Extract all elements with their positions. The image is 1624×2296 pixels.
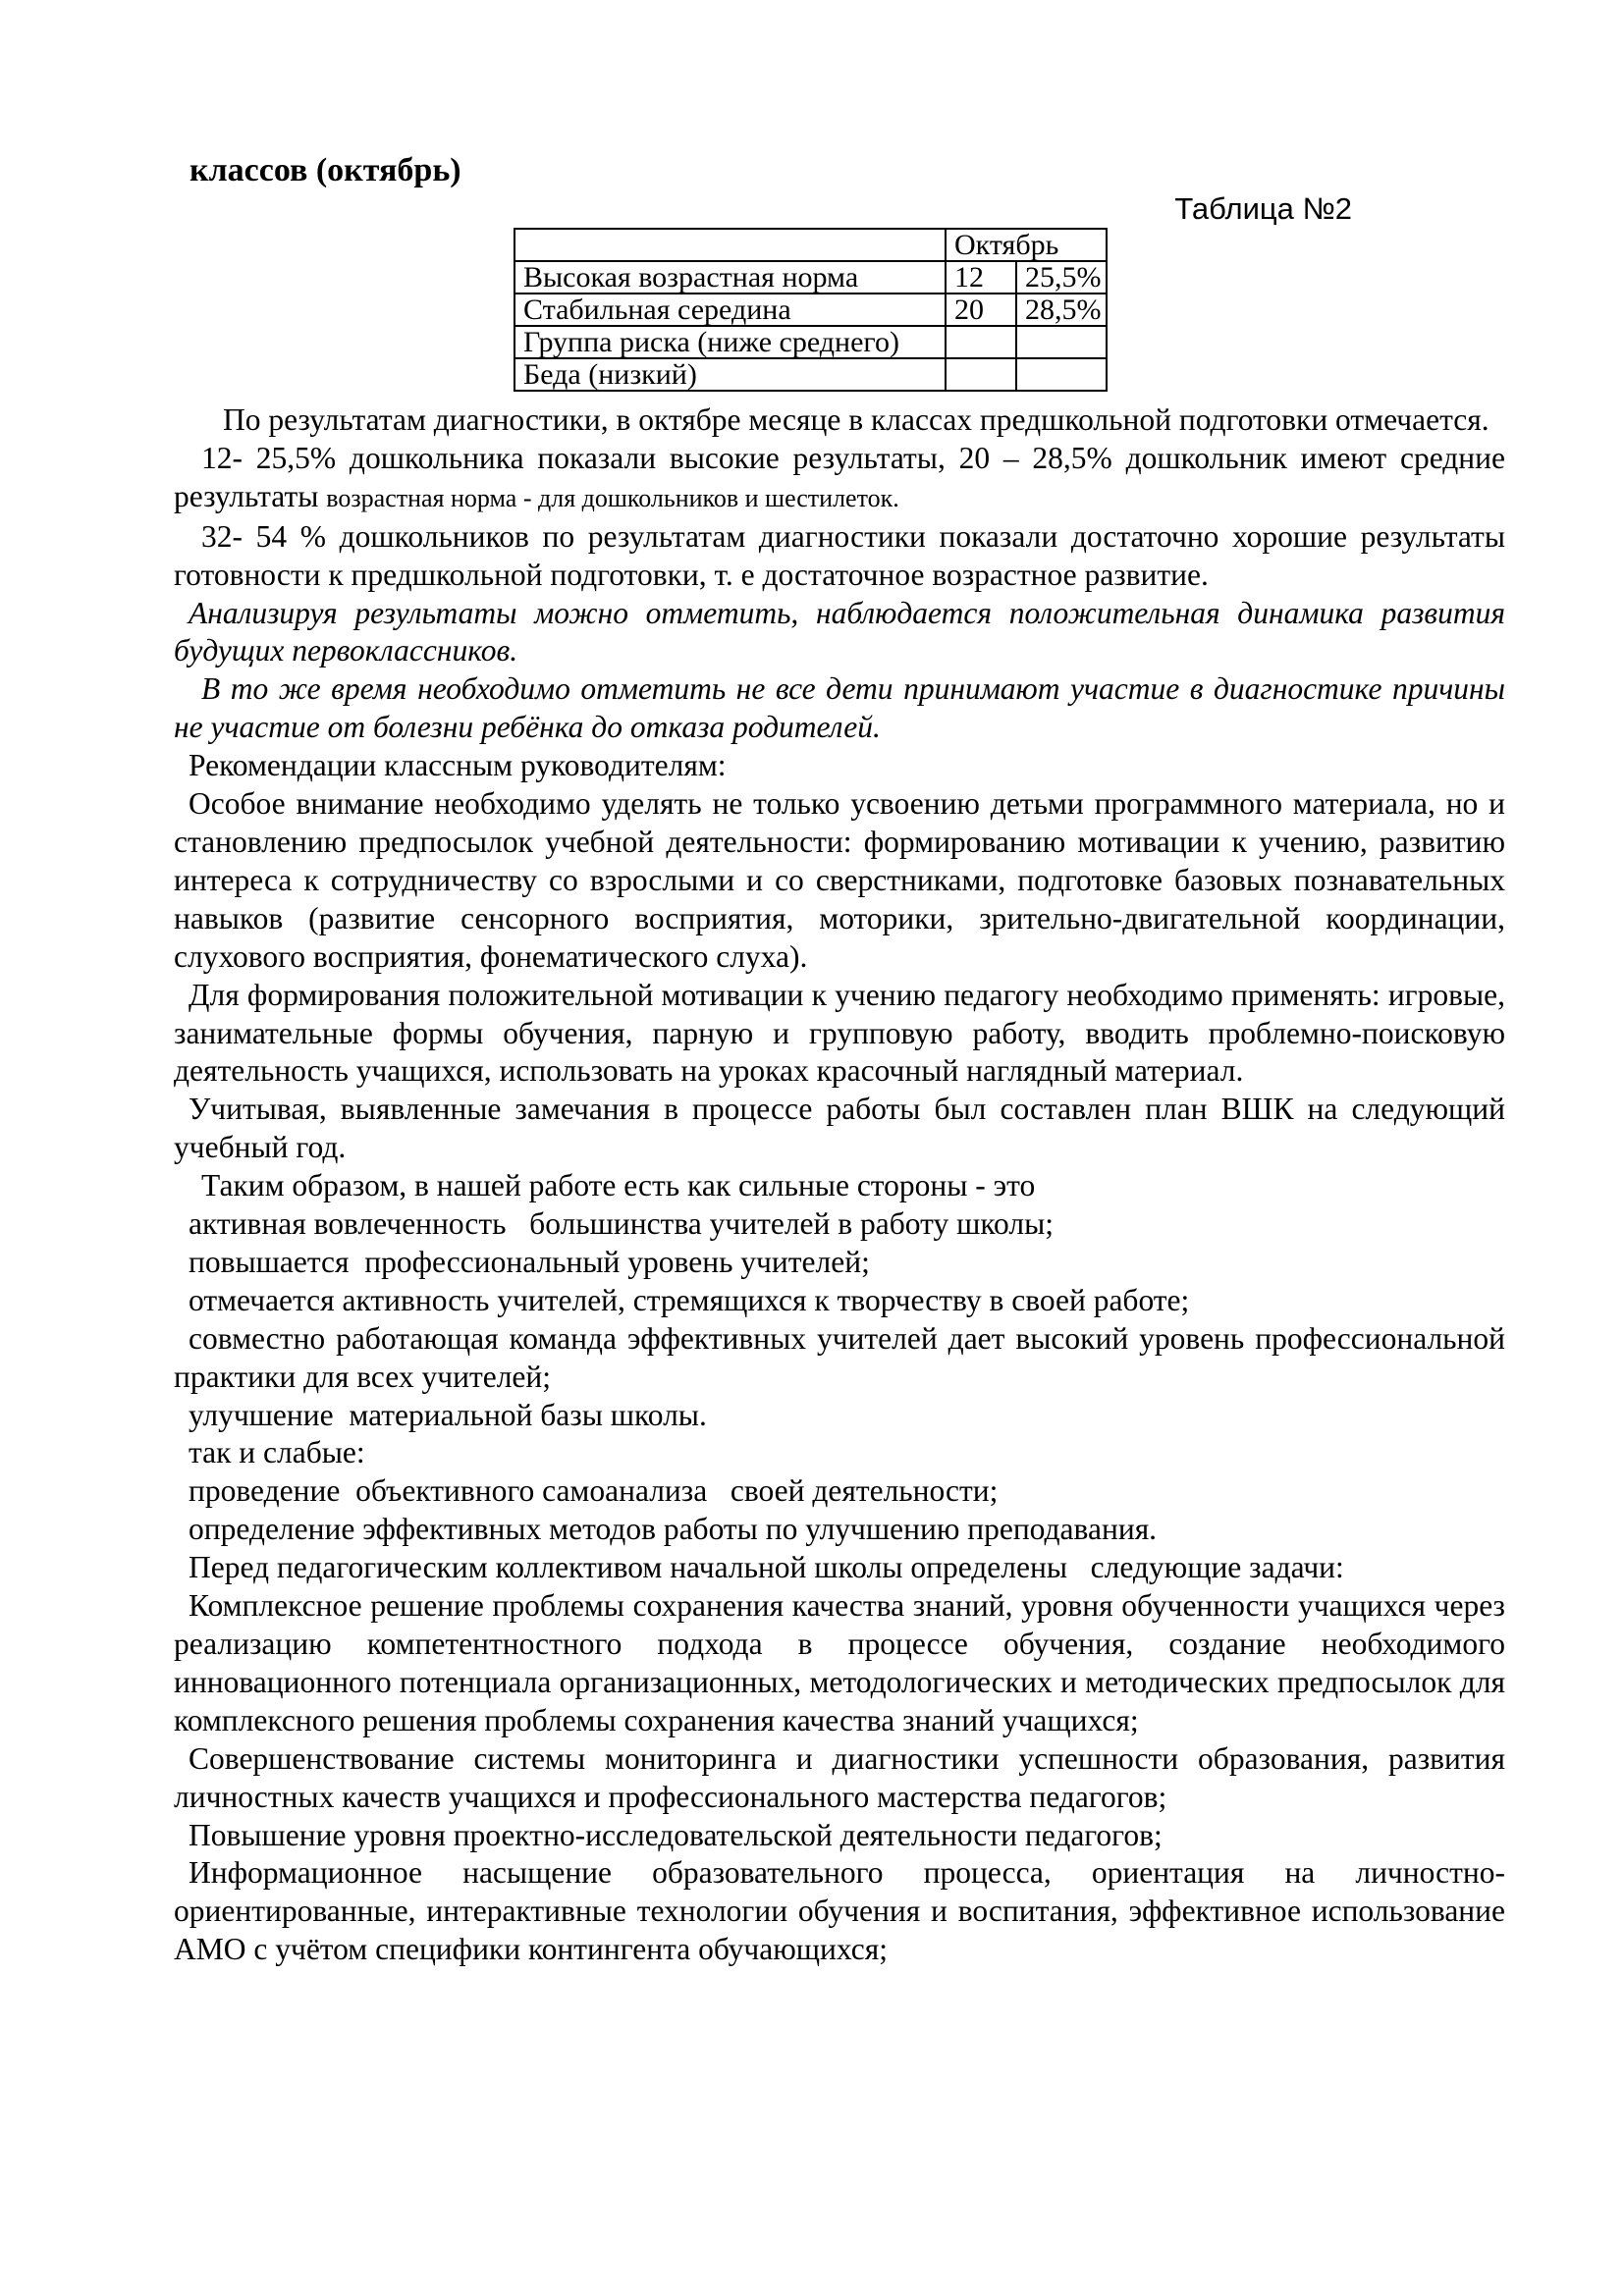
row-label: Высокая возрастная норма <box>514 261 946 294</box>
row-percent <box>1016 358 1107 391</box>
row-label: Беда (низкий) <box>514 358 946 391</box>
paragraph: Особое внимание необходимо уделять не только усвоению детьми программного материала, но и становлению предпосылок учебной деятельности: формированию мотивации к учению, развитию интереса к сотрудничеству со взрослыми и со сверстниками, подготовке базовых познавательных навыков (развитие сенсорного восприятия, моторики, зрительно-двигательной координации, слухового восприятия, фонематического слуха). <box>174 786 1505 974</box>
paragraph: Повышение уровня проектно-исследовательской деятельности педагогов; <box>189 1817 1163 1852</box>
table-row <box>514 261 1107 294</box>
table-row <box>514 358 1107 391</box>
row-count <box>946 326 1016 358</box>
paragraph: Комплексное решение проблемы сохранения качества знаний, уровня обученности учащихся через реализацию компетентностного подхода в процессе обучения, создание необходимого инновационного потенциала организационных, методологических и методических предпосылок для комплексного решения проблемы сохранения качества знаний учащихся; <box>174 1588 1505 1737</box>
paragraph-italic: Анализируя результаты можно отметить, наблюдается положительная динамика развития будущих первоклассников. <box>174 595 1505 668</box>
table-header-row <box>514 229 1107 261</box>
row-count: 20 <box>946 294 1016 326</box>
paragraph: Рекомендации классным руководителям: <box>189 748 727 783</box>
table-cell-empty <box>514 229 946 261</box>
paragraph: Информационное насыщение образовательного процесса, ориентация на личностно-ориентированные, интерактивные технологии обучения и воспитания, эффективное использование АМО с учётом специфики контингента обучающихся; <box>174 1855 1505 1967</box>
row-count <box>946 358 1016 391</box>
body-text <box>174 401 1505 1969</box>
paragraph: 32- 54 % дошкольников по результатам диагностики показали достаточно хорошие результаты готовности к предшкольной подготовки, т. е достаточное возрастное развитие. <box>174 518 1505 592</box>
paragraph <box>174 440 1505 518</box>
list-item: проведение объективного самоанализа своей деятельности; <box>189 1473 999 1509</box>
paragraph: Таким образом, в нашей работе есть как сильные стороны - это <box>201 1168 1036 1203</box>
page-title: классов (октябрь) <box>189 152 461 188</box>
row-percent: 28,5% <box>1016 294 1107 326</box>
row-percent <box>1016 326 1107 358</box>
paragraph: По результатам диагностики, в октябре месяце в классах предшкольной подготовки отмечается. <box>223 402 1489 437</box>
table-row <box>514 294 1107 326</box>
row-percent: 25,5% <box>1016 261 1107 294</box>
list-item: активная вовлеченность большинства учителей в работу школы; <box>189 1206 1055 1242</box>
list-item: повышается профессиональный уровень учителей; <box>189 1244 870 1279</box>
paragraph: Перед педагогическим коллективом начальной школы определены следующие задачи: <box>189 1550 1344 1585</box>
row-label: Группа риска (ниже среднего) <box>514 326 946 358</box>
list-item: совместно работающая команда эффективных учителей дает высокий уровень профессиональной практики для всех учителей; <box>174 1320 1505 1394</box>
paragraph: так и слабые: <box>189 1435 365 1470</box>
paragraph: Учитывая, выявленные замечания в процессе работы был составлен план ВШК на следующий учебный год. <box>174 1092 1505 1165</box>
row-label: Стабильная середина <box>514 294 946 326</box>
table-row <box>514 326 1107 358</box>
text-run-small: возрастная норма - для дошкольников и шестилеток. <box>326 483 899 512</box>
diagnostics-table <box>514 228 1108 392</box>
table-header-month: Октябрь <box>946 229 1107 261</box>
paragraph: Для формирования положительной мотивации к учению педагогу необходимо применять: игровые, занимательные формы обучения, парную и групповую работу, вводить проблемно-поисковую деятельность учащихся, использовать на уроках красочный наглядный материал. <box>174 977 1505 1089</box>
list-item: отмечается активность учителей, стремящихся к творчеству в своей работе; <box>189 1282 1190 1317</box>
table-caption: Таблица №2 <box>1174 191 1352 226</box>
text-run: 12- 25,5% дошкольника показали высокие результаты, 20 – 28,5% дошкольник имеют средние результаты <box>174 440 1505 513</box>
list-item: определение эффективных методов работы по улучшению преподавания. <box>189 1512 1158 1547</box>
list-item: улучшение материальной базы школы. <box>189 1397 707 1432</box>
row-count: 12 <box>946 261 1016 294</box>
paragraph-italic: В то же время необходимо отметить не все дети принимают участие в диагностике причины не участие от болезни ребёнка до отказа родителей. <box>174 671 1505 745</box>
paragraph: Совершенствование системы мониторинга и диагностики успешности образования, развития личностных качеств учащихся и профессионального мастерства педагогов; <box>174 1740 1505 1814</box>
